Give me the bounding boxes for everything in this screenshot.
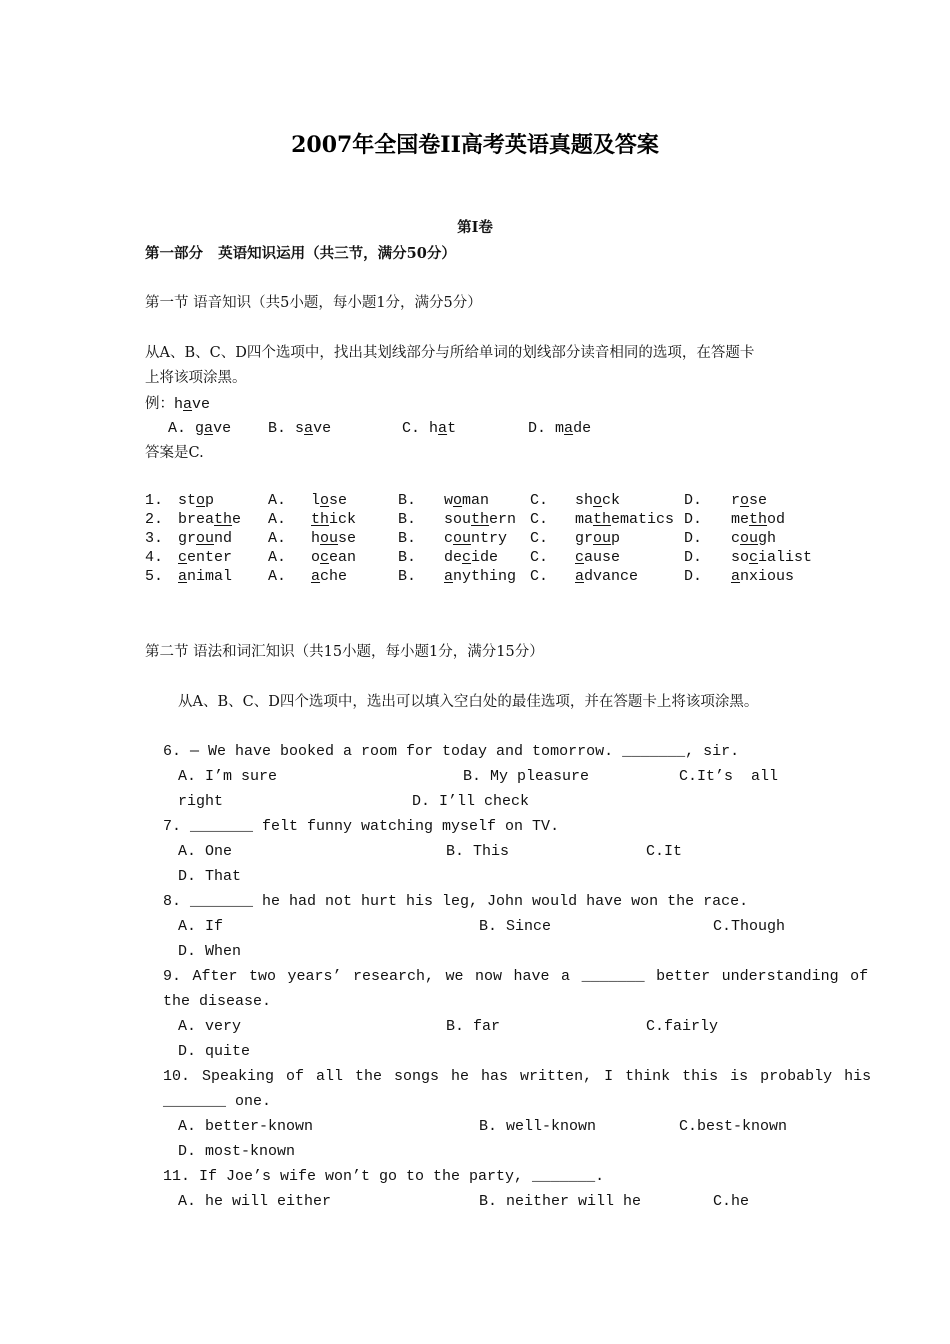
q11-option-a: A. he will either [178, 1193, 332, 1210]
question-10: 10. Speaking of all the songs he has written, I think this is probably his [163, 1068, 872, 1085]
part1-heading: 第一部分 英语知识运用（共三节，满分50分） [145, 245, 456, 262]
q9-option-b: B. far [446, 1018, 501, 1035]
option-word-d: method [731, 511, 786, 528]
option-word-c: group [575, 530, 621, 547]
q6-option-d: D. I’ll check [412, 793, 530, 810]
question-7: 7. _______ felt funny watching myself on TV. [163, 818, 560, 835]
option-letter-c: C. [530, 530, 549, 547]
example-word: have [174, 396, 211, 413]
option-letter-a: A. [268, 511, 287, 528]
q7-option-a: A. One [178, 843, 233, 860]
option-word-b: country [444, 530, 508, 547]
question-9-continued: the disease. [163, 993, 272, 1010]
question-word: breathe [178, 511, 242, 528]
q6-option-c-continued: right [178, 793, 224, 810]
page-title: 2007年全国卷II高考英语真题及答案 [291, 132, 659, 158]
q10-option-d: D. most-known [178, 1143, 296, 1160]
section2-instruction: 从A、B、C、D四个选项中，选出可以填入空白处的最佳选项，并在答题卡上将该项涂黑。 [178, 694, 759, 710]
option-word-b: decide [444, 549, 499, 566]
option-word-a: lose [311, 492, 348, 509]
question-word: stop [178, 492, 215, 509]
q11-option-b: B. neither will he [479, 1193, 642, 1210]
option-letter-b: B. [398, 568, 417, 585]
q11-option-c: C.he [713, 1193, 750, 1210]
question-number: 5. [145, 568, 164, 585]
option-word-a: ocean [311, 549, 357, 566]
option-letter-b: B. [398, 530, 417, 547]
q8-option-a: A. If [178, 918, 224, 935]
option-word-d: anxious [731, 568, 795, 585]
question-number: 1. [145, 492, 164, 509]
option-letter-c: C. [530, 492, 549, 509]
option-word-c: advance [575, 568, 639, 585]
q6-option-a: A. I’m sure [178, 768, 278, 785]
question-10-continued: _______ one. [163, 1093, 272, 1110]
option-letter-d: D. [684, 530, 703, 547]
option-word-d: rose [731, 492, 768, 509]
section1-heading: 第一节 语音知识（共5小题，每小题1分，满分5分） [145, 295, 482, 311]
q8-option-b: B. Since [479, 918, 552, 935]
option-letter-c: C. [530, 549, 549, 566]
question-6: 6. — We have booked a room for today and tomorrow. _______, sir. [163, 743, 740, 760]
example-label: 例： [145, 396, 174, 412]
example-option-a: A. gave [168, 420, 232, 437]
question-number: 3. [145, 530, 164, 547]
q8-option-d: D. When [178, 943, 242, 960]
option-word-b: woman [444, 492, 490, 509]
option-word-d: cough [731, 530, 777, 547]
section2-heading: 第二节 语法和词汇知识（共15小题，每小题1分，满分15分） [145, 644, 544, 660]
option-word-b: southern [444, 511, 517, 528]
question-word: center [178, 549, 233, 566]
option-letter-c: C. [530, 511, 549, 528]
question-number: 4. [145, 549, 164, 566]
option-word-b: anything [444, 568, 517, 585]
option-letter-d: D. [684, 568, 703, 585]
option-word-a: thick [311, 511, 357, 528]
q9-option-c: C.fairly [646, 1018, 719, 1035]
option-word-a: ache [311, 568, 348, 585]
option-word-c: cause [575, 549, 621, 566]
volume-heading: 第I卷 [457, 219, 493, 236]
example-line [145, 394, 210, 415]
q6-option-c: C.It’s all [679, 768, 779, 785]
q6-option-b: B. My pleasure [463, 768, 590, 785]
option-letter-c: C. [530, 568, 549, 585]
q8-option-c: C.Though [713, 918, 786, 935]
example-answer: 答案是C. [145, 445, 204, 461]
example-option-c: C. hat [402, 420, 457, 437]
section1-instruction-line1: 从A、B、C、D四个选项中，找出其划线部分与所给单词的划线部分读音相同的选项，在答题卡 [145, 345, 755, 361]
option-letter-a: A. [268, 568, 287, 585]
option-word-a: house [311, 530, 357, 547]
q7-option-b: B. This [446, 843, 510, 860]
q7-option-d: D. That [178, 868, 242, 885]
option-letter-a: A. [268, 530, 287, 547]
question-8: 8. _______ he had not hurt his leg, John would have won the race. [163, 893, 749, 910]
question-word: animal [178, 568, 233, 585]
option-letter-d: D. [684, 492, 703, 509]
q7-option-c: C.It [646, 843, 683, 860]
q10-option-a: A. better-known [178, 1118, 314, 1135]
option-word-c: shock [575, 492, 621, 509]
question-9: 9. After two years’ research, we now have a _______ better understanding of [163, 968, 869, 985]
option-letter-b: B. [398, 511, 417, 528]
q10-option-b: B. well-known [479, 1118, 597, 1135]
example-option-b: B. save [268, 420, 332, 437]
option-letter-a: A. [268, 492, 287, 509]
q9-option-d: D. quite [178, 1043, 251, 1060]
option-letter-b: B. [398, 492, 417, 509]
question-11: 11. If Joe’s wife won’t go to the party, _______. [163, 1168, 605, 1185]
option-word-d: socialist [731, 549, 813, 566]
option-letter-d: D. [684, 511, 703, 528]
q10-option-c: C.best-known [679, 1118, 788, 1135]
question-number: 2. [145, 511, 164, 528]
example-option-d: D. made [528, 420, 592, 437]
option-letter-b: B. [398, 549, 417, 566]
section1-instruction-line2: 上将该项涂黑。 [145, 370, 247, 386]
q9-option-a: A. very [178, 1018, 242, 1035]
option-letter-a: A. [268, 549, 287, 566]
option-word-c: mathematics [575, 511, 675, 528]
option-letter-d: D. [684, 549, 703, 566]
question-word: ground [178, 530, 233, 547]
